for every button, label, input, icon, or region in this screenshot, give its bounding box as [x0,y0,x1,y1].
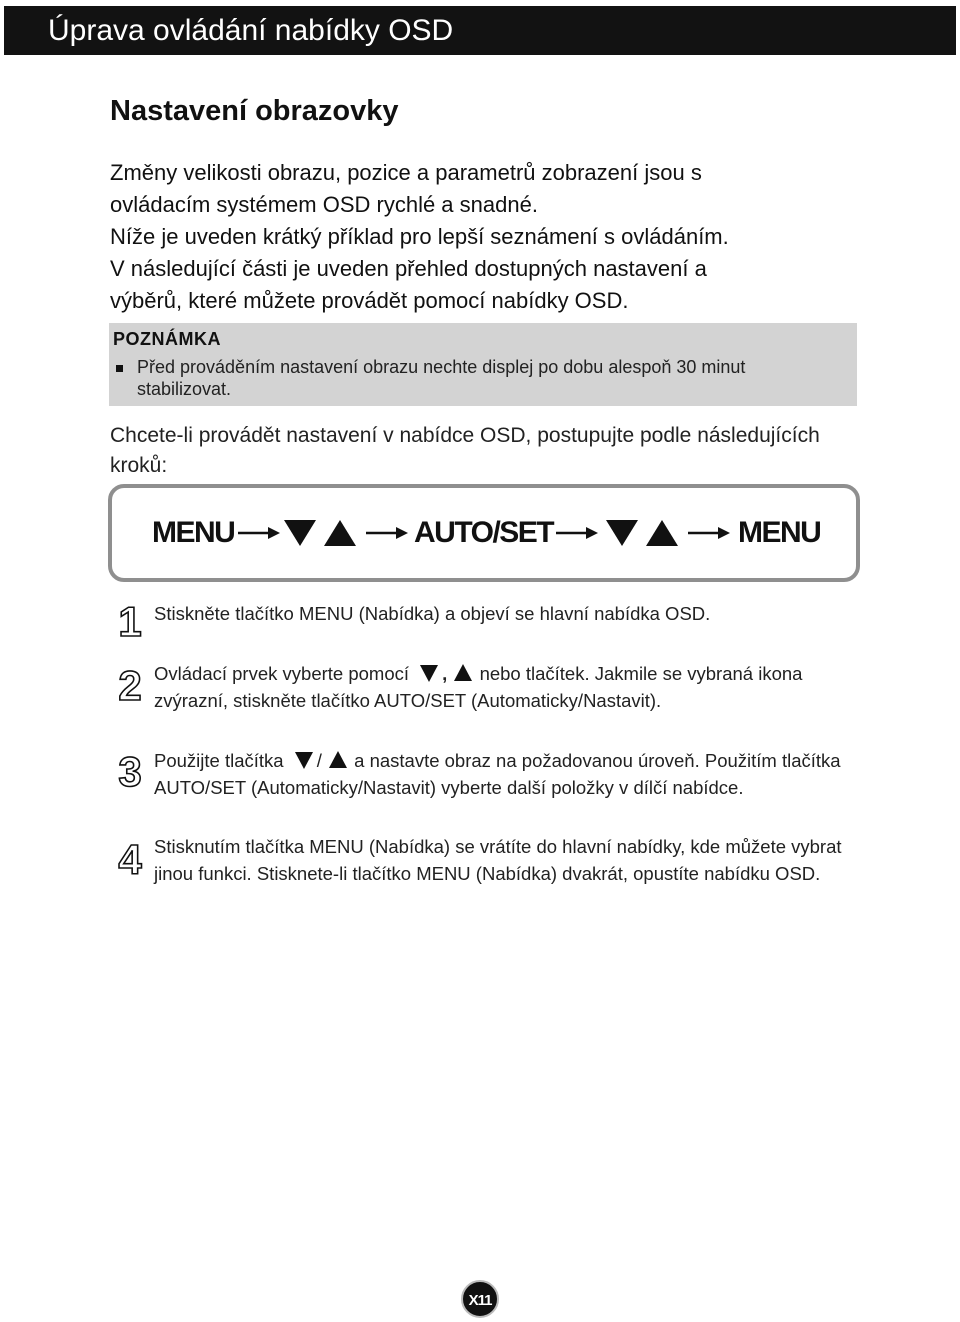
step-text: Stiskněte tlačítko MENU (Nabídka) a objeví se hlavní nabídka OSD. [154,603,711,624]
step-number-2 [112,662,148,706]
down-triangle-icon [284,520,316,546]
header-title: Úprava ovládání nabídky OSD [48,14,454,47]
svg-text:1: 1 [118,598,142,642]
intro-line: V následující části je uveden přehled dostupných nastavení a [110,256,707,281]
up-triangle-icon [324,520,356,546]
arrow-right-icon [238,526,280,540]
up-triangle-icon [646,520,678,546]
down-triangle-icon [414,662,442,680]
page-number: X11 [468,1292,492,1309]
step-number-4 [112,836,148,880]
step-text-part: Použijte tlačítka [154,750,284,771]
step-separator: / [316,750,322,771]
menu-label: MENU [738,516,821,549]
section-title: Nastavení obrazovky [110,95,399,127]
arrow-right-icon [366,526,408,540]
autoset-label: AUTO/SET [414,516,554,549]
step-text-part: Ovládací prvek vyberte pomocí [154,663,409,684]
up-triangle-icon [327,749,349,767]
step-text-part: nebo tlačítek. Jakmile se vybraná ikona zvýrazní, stiskněte tlačítko AUTO/SET (Automaticky/Nastavit). [154,663,803,711]
step-text [154,660,874,714]
button-sequence-box [108,484,860,582]
intro-line: výběrů, které můžete provádět pomocí nabídky OSD. [110,288,629,313]
note-text: Před prováděním nastavení obrazu nechte displej po dobu alespoň 30 minut stabilizovat. [137,357,746,399]
step-text: Stisknutím tlačítka MENU (Nabídka) se vrátíte do hlavní nabídky, kde můžete vybrat jinou funkci. Stisknete-li tlačítko MENU (Nabídka) dvakrát, opustíte nabídku OSD. [154,836,842,884]
down-triangle-icon [289,749,317,767]
page-number-badge [460,1279,500,1319]
header-bar [4,6,956,55]
arrow-right-icon [688,526,730,540]
down-triangle-icon [606,520,638,546]
step-text-part: a nastavte obraz na požadovanou úroveň. Použitím tlačítka AUTO/SET (Automaticky/Nastavit) vyberte další položky v dílčí nabídce. [154,750,841,798]
svg-text:4: 4 [118,836,142,880]
svg-text:2: 2 [118,662,142,706]
step-text [154,747,874,801]
step-separator: , [442,663,448,684]
note-title: POZNÁMKA [113,329,221,349]
menu-label: MENU [152,516,235,549]
step-number-1 [112,598,148,642]
intro-paragraph [110,157,870,317]
up-triangle-icon [452,662,474,680]
note-box [109,323,857,406]
intro-line: ovládacím systémem OSD rychlé a snadné. [110,192,538,217]
arrow-right-icon [556,526,598,540]
intro-line: Níže je uveden krátký příklad pro lepší seznámení s ovládáním. [110,224,729,249]
bullet-icon [116,365,123,372]
steps-intro: Chcete-li provádět nastavení v nabídce OSD, postupujte podle následujících kroků: [110,424,820,477]
svg-text:3: 3 [118,748,142,792]
step-number-3 [112,748,148,792]
intro-line: Změny velikosti obrazu, pozice a parametrů zobrazení jsou s [110,160,702,185]
